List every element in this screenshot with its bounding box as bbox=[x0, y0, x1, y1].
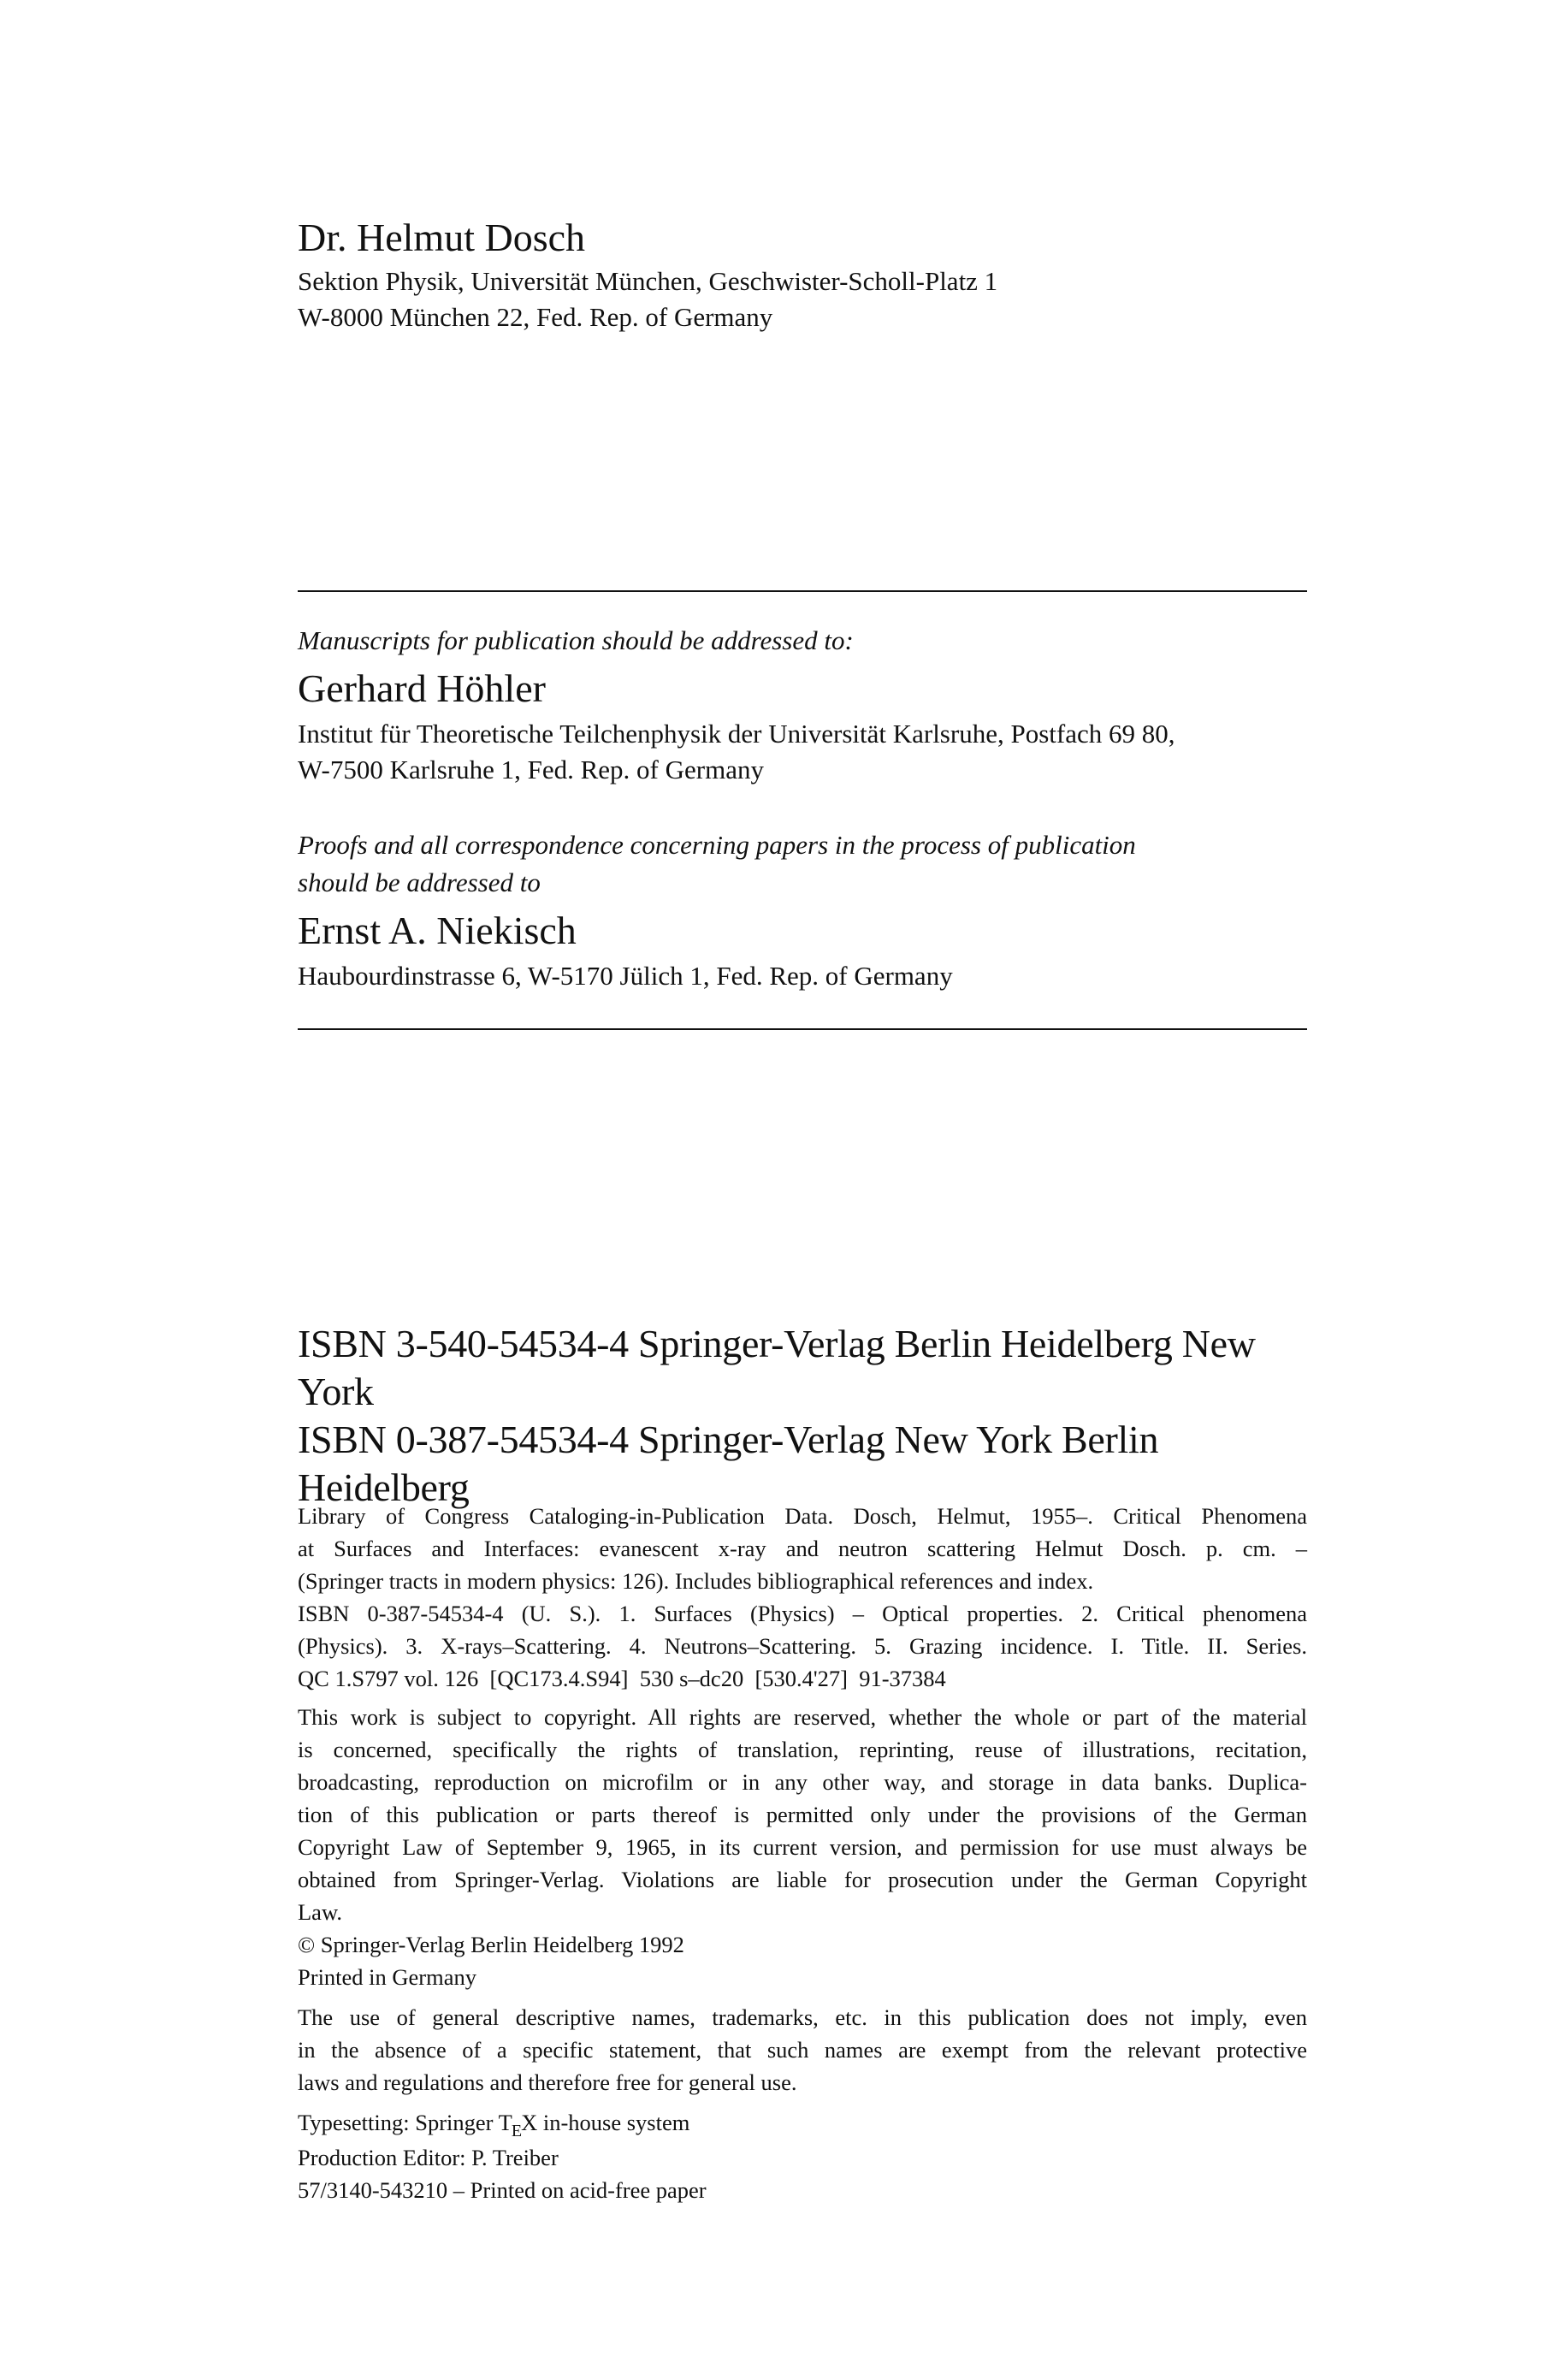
author-address-line: Sektion Physik, Universität München, Geschwister-Scholl-Platz 1 bbox=[298, 266, 998, 296]
cip-line: Library of Congress Cataloging-in-Publication Data. Dosch, Helmut, 1955–. Critical Phenomena bbox=[298, 1503, 1307, 1529]
proofs-intro-line: Proofs and all correspondence concerning papers in the process of publication bbox=[298, 830, 1136, 860]
isbn-block bbox=[298, 1320, 1307, 1512]
manuscripts-intro: Manuscripts for publication should be addressed to: bbox=[298, 625, 854, 655]
editor-address-line: Institut für Theoretische Teilchenphysik der Universität Karlsruhe, Postfach 69 80, bbox=[298, 719, 1175, 749]
cip-data bbox=[298, 1500, 1307, 1695]
isbn-line: ISBN 0-387-54534-4 Springer-Verlag New York Berlin Heidelberg bbox=[298, 1418, 1159, 1509]
copyright-line: obtained from Springer-Verlag. Violations are liable for prosecution under the German Copyright bbox=[298, 1867, 1307, 1892]
author-block bbox=[298, 214, 1307, 335]
copyright-line: tion of this publication or parts thereof is permitted only under the provisions of the German bbox=[298, 1802, 1307, 1827]
cip-line: (Springer tracts in modern physics: 126). Includes bibliographical references and index. bbox=[298, 1568, 1094, 1594]
copyright-notice: © Springer-Verlag Berlin Heidelberg 1992 bbox=[298, 1932, 684, 1957]
copyright-line: Law. bbox=[298, 1899, 342, 1925]
copyright-line: broadcasting, reproduction on microfilm or in any other way, and storage in data banks. Duplica- bbox=[298, 1769, 1307, 1795]
proofs-intro-line: should be addressed to bbox=[298, 867, 541, 897]
copyright-line: Copyright Law of September 9, 1965, in its current version, and permission for use must always be bbox=[298, 1834, 1307, 1860]
production-editor: Production Editor: P. Treiber bbox=[298, 2145, 559, 2170]
proofs-contact-name: Ernst A. Niekisch bbox=[298, 909, 577, 952]
editor-name: Gerhard Höhler bbox=[298, 666, 546, 710]
trademark-notice bbox=[298, 2001, 1307, 2099]
typesetting-suffix: X in-house system bbox=[521, 2110, 690, 2135]
editor-address-line: W-7500 Karlsruhe 1, Fed. Rep. of Germany bbox=[298, 755, 764, 784]
author-name: Dr. Helmut Dosch bbox=[298, 216, 586, 259]
cip-line: at Surfaces and Interfaces: evanescent x-ray and neutron scattering Helmut Dosch. p. cm. – bbox=[298, 1536, 1307, 1561]
cip-line: (Physics). 3. X-rays–Scattering. 4. Neutrons–Scattering. 5. Grazing incidence. I. Title. II. Series. bbox=[298, 1633, 1307, 1659]
copyright-line: This work is subject to copyright. All rights are reserved, whether the whole or part of the material bbox=[298, 1704, 1307, 1730]
typesetting-sub: E bbox=[511, 2122, 523, 2140]
proofs-address: Haubourdinstrasse 6, W-5170 Jülich 1, Fed. Rep. of Germany bbox=[298, 961, 953, 991]
trademark-line: in the absence of a specific statement, that such names are exempt from the relevant protective bbox=[298, 2037, 1307, 2063]
printed-in: Printed in Germany bbox=[298, 1964, 477, 1990]
copyright-statement bbox=[298, 1701, 1307, 1928]
manuscripts-block bbox=[298, 622, 1307, 788]
isbn-line: ISBN 3-540-54534-4 Springer-Verlag Berlin Heidelberg New York bbox=[298, 1322, 1256, 1413]
cip-line: QC 1.S797 vol. 126 [QC173.4.S94] 530 s–dc20 [530.4'27] 91-37384 bbox=[298, 1666, 946, 1691]
production-info bbox=[298, 2106, 1307, 2206]
typesetting-line bbox=[298, 2106, 1307, 2141]
print-code: 57/3140-543210 – Printed on acid-free paper bbox=[298, 2177, 707, 2203]
top-rule bbox=[298, 590, 1307, 592]
trademark-line: laws and regulations and therefore free for general use. bbox=[298, 2069, 797, 2095]
author-address-line: W-8000 München 22, Fed. Rep. of Germany bbox=[298, 302, 773, 332]
proofs-block bbox=[298, 826, 1307, 994]
trademark-line: The use of general descriptive names, trademarks, etc. in this publication does not imply, even bbox=[298, 2004, 1307, 2030]
typesetting-prefix: Typesetting: Springer T bbox=[298, 2110, 512, 2135]
copyright-line: is concerned, specifically the rights of translation, reprinting, reuse of illustrations, recitation, bbox=[298, 1737, 1307, 1762]
middle-rule bbox=[298, 1028, 1307, 1030]
copyright-notice-block bbox=[298, 1928, 1307, 1993]
cip-line: ISBN 0-387-54534-4 (U. S.). 1. Surfaces (Physics) – Optical properties. 2. Critical phenomena bbox=[298, 1601, 1307, 1626]
